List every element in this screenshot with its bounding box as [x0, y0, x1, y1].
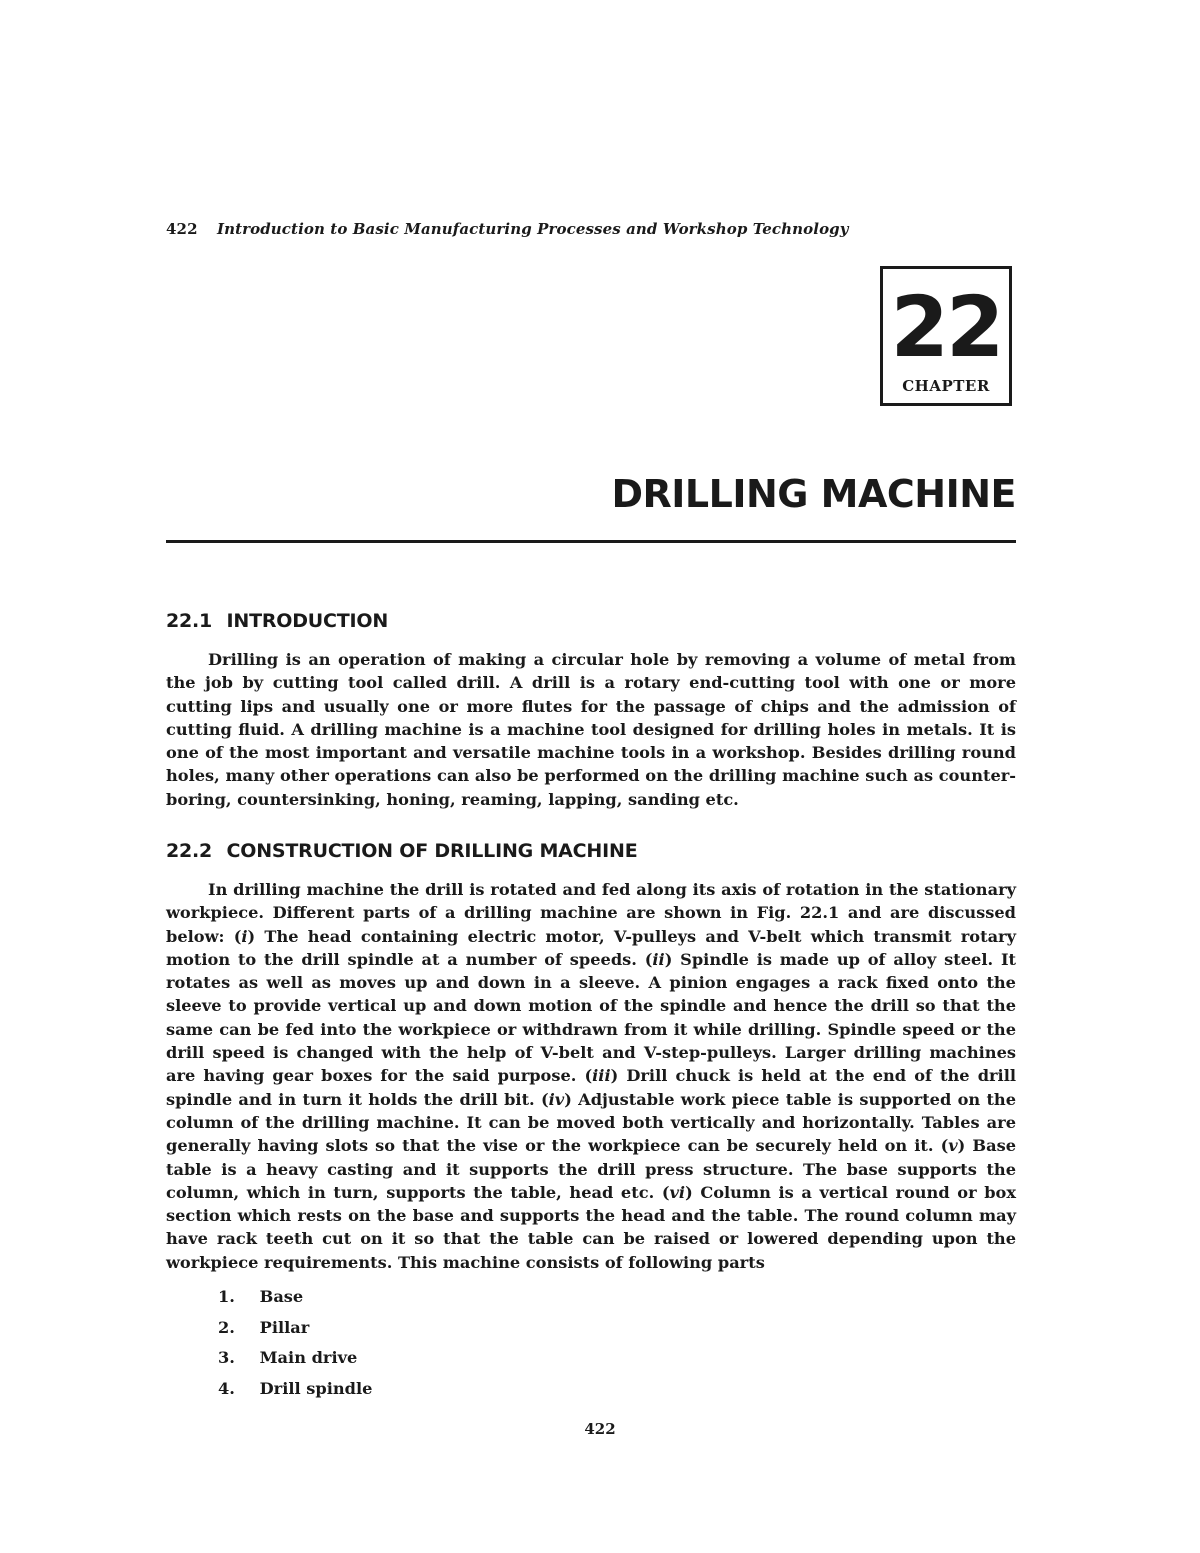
footer-page-number: 422	[584, 1420, 616, 1438]
section-title: CONSTRUCTION OF DRILLING MACHINE	[226, 840, 638, 862]
list-item	[218, 1316, 372, 1347]
list-item	[218, 1346, 372, 1377]
list-item	[218, 1285, 372, 1316]
paragraph-text: ) The head containing electric motor, V-pulleys and V-belt which transmit rotary motion to the drill spindle at a number of speeds. (	[166, 926, 1016, 969]
list-item-text: Base	[259, 1287, 304, 1306]
running-header	[166, 220, 849, 238]
section-title: INTRODUCTION	[226, 610, 389, 632]
list-item-index: 2.	[218, 1317, 235, 1337]
list-item-text: Main drive	[259, 1348, 358, 1367]
paragraph-text: ) Spindle is made up of alloy steel. It rotates as well as moves up and down in a sleeve. A pinion engages a rack fixed onto the sleeve to provide vertical up and down motion of the spindle and hence the drill so that the same can be fed into the workpiece or withdrawn from it while drilling. Spindle speed or the drill speed is changed with the help of V-belt and V-step-pulleys. Larger drilling machines are having gear boxes for the said purpose. (	[166, 949, 1016, 1086]
paragraph-text: ) Column is a vertical round or box section which rests on the base and supports the head and the table. The round column may have rack teeth cut on it so that the table can be raised or lowered depending upon the workpiece requirements. This machine consists of following parts	[166, 1182, 1016, 1272]
roman-numeral: iv	[548, 1089, 565, 1109]
list-item	[218, 1377, 372, 1408]
paragraph-text: ) Adjustable work piece table is supported on the column of the drilling machine. It can be moved both vertically and horizontally. Tables are generally having slots so that the vise or the workpiece can be securely held on it. (	[166, 1089, 1016, 1156]
construction-paragraph	[166, 878, 1016, 1274]
roman-numeral: vi	[669, 1182, 686, 1202]
roman-numeral: v	[948, 1136, 958, 1156]
roman-numeral: iii	[592, 1066, 611, 1086]
section-heading-construction	[166, 840, 637, 862]
introduction-paragraph: Drilling is an operation of making a circular hole by removing a volume of metal from the job by cutting tool called drill. A drill is a rotary end-cutting tool with one or more cutting lips and usually one or more flutes for the passage of chips and the admission of cutting fluid. A drilling machine is a machine tool designed for drilling holes in metals. It is one of the most important and versatile machine tools in a workshop. Besides drilling round holes, many other operations can also be performed on the drilling machine such as counter- boring, countersinking, honing, reaming, lapping, sanding etc.	[166, 650, 1016, 809]
section-heading-introduction	[166, 610, 388, 632]
paragraph-text: ) Drill chuck is held at the end of the drill spindle and in turn it holds the drill bit. (	[166, 1066, 1016, 1109]
list-item-index: 3.	[218, 1348, 235, 1367]
list-item-text: Drill spindle	[259, 1378, 373, 1398]
paragraph-text: ) Base table is a heavy casting and it supports the drill press structure. The base supports the column, which in turn, supports the table, head etc. (	[166, 1136, 1016, 1202]
parts-list	[218, 1285, 372, 1407]
section-number: 22.1	[166, 610, 213, 632]
section-number: 22.2	[166, 840, 213, 862]
chapter-title: DRILLING MACHINE	[611, 472, 1016, 516]
list-item-index: 1.	[218, 1287, 235, 1306]
chapter-number: 22	[890, 278, 1002, 376]
header-book-title: Introduction to Basic Manufacturing Processes and Workshop Technology	[216, 220, 849, 238]
roman-numeral: i	[241, 926, 248, 946]
chapter-label: CHAPTER	[902, 377, 990, 395]
list-item-text: Pillar	[259, 1317, 310, 1337]
roman-numeral: ii	[652, 949, 665, 969]
header-page-number: 422	[166, 220, 198, 238]
chapter-badge	[880, 266, 1012, 406]
list-item-index: 4.	[218, 1378, 235, 1398]
title-divider	[166, 540, 1016, 543]
paragraph-text: In drilling machine the drill is rotated and fed along its axis of rotation in the stationary workpiece. Different parts of a drilling machine are shown in Fig. 22.1 and are discussed below: (	[166, 880, 1016, 946]
